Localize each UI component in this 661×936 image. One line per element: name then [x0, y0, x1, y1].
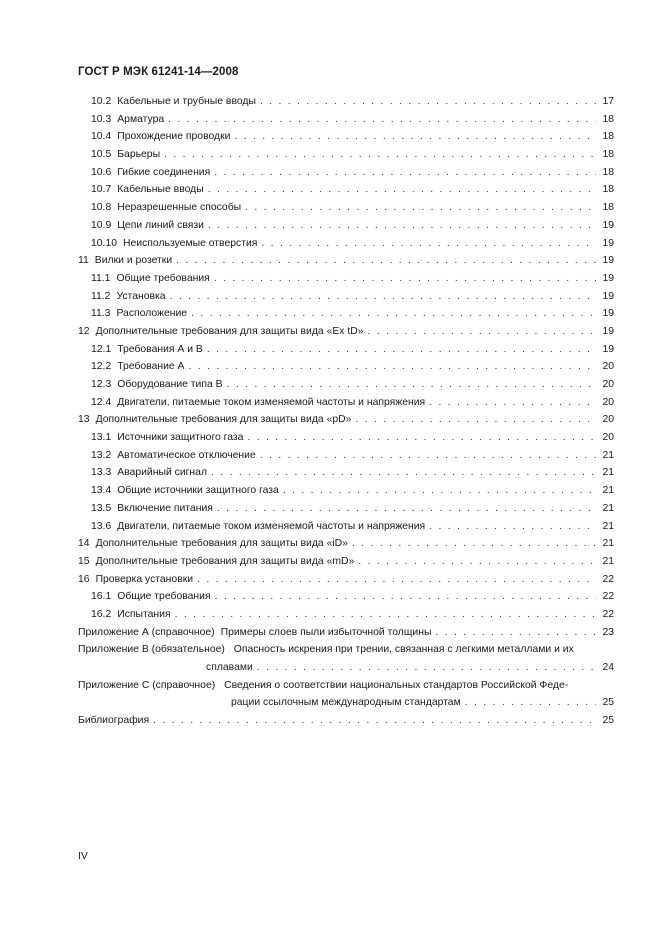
toc-leader-dots: [261, 235, 596, 253]
toc-entry-page: 24: [602, 662, 614, 673]
toc-entry-title: Дополнительные требования для защиты вида «Ex tD»: [95, 325, 364, 337]
toc-entry-page: 21: [602, 502, 614, 514]
toc-entry-page: 21: [602, 555, 614, 567]
toc-entry-number: 10.7: [91, 184, 112, 196]
toc-entry[interactable]: [78, 482, 614, 500]
toc-entry[interactable]: [78, 394, 614, 412]
toc-annex-label: Приложение В (обязательное): [78, 644, 225, 656]
toc-entry[interactable]: [78, 252, 614, 270]
toc-entry-title: Гибкие соединения: [117, 166, 211, 178]
toc-entry-page: 20: [602, 432, 614, 444]
toc-leader-dots: [217, 500, 596, 518]
toc-entry-title: Цепи линий связи: [117, 219, 204, 231]
toc-entry[interactable]: [78, 323, 614, 341]
toc-entry-page: 18: [602, 113, 614, 125]
toc-leader-dots: [208, 217, 596, 235]
toc-entry-page: 19: [602, 272, 614, 284]
toc-entry-title: Примеры слоев пыли избыточной толщины: [220, 626, 432, 638]
toc-entry[interactable]: [78, 464, 614, 482]
toc-entry[interactable]: [78, 411, 614, 429]
toc-entry-title: Опасность искрения при трении, связанная с легкими металлами и их: [233, 644, 574, 656]
toc-entry-bibliography[interactable]: [78, 712, 614, 730]
toc-entry[interactable]: [78, 111, 614, 129]
toc-leader-dots: [358, 553, 596, 571]
toc-entry-title: Требования А и В: [117, 343, 203, 355]
toc-entry-page: 21: [602, 538, 614, 550]
toc-leader-dots: [211, 464, 596, 482]
toc-entry[interactable]: [78, 305, 614, 323]
toc-entry-title: Общие источники защитного газа: [117, 485, 279, 497]
toc-entry-number: 13.2: [91, 449, 112, 461]
toc-entry[interactable]: [78, 606, 614, 624]
toc-entry-title: Расположение: [116, 308, 188, 320]
toc-entry-title: Двигатели, питаемые током изменяемой частоты и напряжения: [117, 520, 426, 532]
toc-entry-number: 10.5: [91, 149, 112, 161]
toc-entry-title: Общие требования: [116, 272, 210, 284]
toc-entry-page: 18: [602, 202, 614, 214]
toc-entry[interactable]: [78, 553, 614, 571]
toc-entry-page: 19: [602, 219, 614, 231]
toc-entry-number: 13.6: [91, 520, 112, 532]
toc-entry[interactable]: [78, 341, 614, 359]
toc-entry-page: 20: [602, 396, 614, 408]
toc-entry[interactable]: [78, 500, 614, 518]
toc-entry-title: Вилки и розетки: [94, 255, 173, 267]
toc-entry-page: 19: [602, 237, 614, 249]
toc-entry-page: 18: [602, 131, 614, 143]
toc-entry-annex-c[interactable]: [78, 677, 614, 712]
toc-entry-page: 19: [602, 343, 614, 355]
toc-leader-dots: [465, 694, 596, 712]
toc-leader-dots: [245, 199, 596, 217]
toc-entry-number: 16.1: [91, 591, 112, 603]
toc-entry-number: 12.2: [91, 361, 112, 373]
toc-entry-page: 22: [602, 573, 614, 585]
toc-entry[interactable]: [78, 181, 614, 199]
toc-entry-number: 10.3: [91, 113, 112, 125]
toc-entry[interactable]: [78, 235, 614, 253]
toc-entry-number: 10.9: [91, 219, 112, 231]
toc-entry-annex-b[interactable]: [78, 641, 614, 676]
toc-leader-dots: [435, 624, 596, 642]
toc-entry-page: 25: [602, 715, 614, 727]
table-of-contents: [78, 93, 614, 730]
toc-entry-page: 23: [602, 626, 614, 638]
toc-entry-title: Дополнительные требования для защиты вида «pD»: [95, 414, 352, 426]
toc-entry-title: Двигатели, питаемые током изменяемой частоты и напряжения: [117, 396, 426, 408]
toc-entry-number: 11.2: [91, 290, 111, 302]
toc-leader-dots: [153, 712, 596, 730]
toc-entry-number: 14: [78, 538, 90, 550]
toc-entry-page: 22: [602, 608, 614, 620]
toc-entry-title: Автоматическое отключение: [117, 449, 256, 461]
toc-entry-title: Испытания: [117, 608, 171, 620]
toc-entry[interactable]: [78, 217, 614, 235]
toc-entry-number: 10.10: [91, 237, 118, 249]
toc-entry-title: Барьеры: [117, 149, 161, 161]
toc-entry-number: 13.5: [91, 502, 112, 514]
toc-entry-number: 15: [78, 555, 90, 567]
toc-entry-page: 20: [602, 361, 614, 373]
toc-entry[interactable]: [78, 128, 614, 146]
document-header: ГОСТ Р МЭК 61241-14—2008: [78, 66, 239, 78]
toc-leader-dots: [208, 181, 596, 199]
toc-entry-number: 10.2: [91, 96, 112, 107]
toc-leader-dots: [197, 571, 596, 589]
toc-entry-page: 19: [602, 255, 614, 267]
toc-leader-dots: [283, 482, 596, 500]
toc-leader-dots: [429, 518, 596, 536]
toc-entry[interactable]: [78, 588, 614, 606]
toc-entry-title-continuation: сплавами: [206, 662, 253, 673]
toc-entry-title: Дополнительные требования для защиты вида «iD»: [95, 538, 348, 550]
toc-entry-page: 22: [602, 591, 614, 603]
toc-entry-title: Общие требования: [117, 591, 211, 603]
toc-entry[interactable]: [78, 146, 614, 164]
toc-entry-page: 21: [602, 449, 614, 461]
toc-leader-dots: [189, 358, 597, 376]
toc-entry-number: 12.3: [91, 379, 112, 390]
toc-leader-dots: [260, 447, 596, 465]
toc-entry-page: 19: [602, 308, 614, 320]
toc-leader-dots: [175, 606, 596, 624]
toc-leader-dots: [214, 164, 596, 182]
toc-entry-number: 12.1: [91, 343, 112, 355]
toc-entry-number: 10.8: [91, 202, 112, 214]
toc-annex-label: Приложение А (справочное): [78, 626, 215, 638]
toc-entry[interactable]: [78, 358, 614, 376]
toc-entry-number: 11.3: [91, 308, 111, 320]
toc-leader-dots: [176, 252, 596, 270]
toc-entry-title: Включение питания: [117, 502, 213, 514]
toc-entry-number: 13.1: [91, 432, 112, 444]
toc-leader-dots: [215, 588, 596, 606]
toc-entry[interactable]: [78, 270, 614, 288]
toc-leader-dots: [429, 394, 596, 412]
toc-entry-page: 20: [602, 414, 614, 426]
toc-entry-title: Библиография: [78, 715, 150, 727]
toc-entry-page: 21: [602, 485, 614, 497]
toc-entry-page: 18: [602, 149, 614, 161]
toc-entry-page: 19: [602, 290, 614, 302]
toc-annex-label: Приложение С (справочное): [78, 679, 216, 691]
toc-entry[interactable]: [78, 535, 614, 553]
toc-entry-title: Неиспользуемые отверстия: [123, 237, 258, 249]
toc-entry-number: 10.6: [91, 166, 112, 178]
toc-entry-number: 13.4: [91, 485, 112, 497]
toc-entry-number: 12: [78, 325, 90, 337]
toc-leader-dots: [257, 659, 596, 677]
toc-entry-title: Оборудование типа В: [117, 379, 223, 390]
toc-leader-dots: [260, 93, 596, 111]
toc-entry-title: Проверка установки: [95, 573, 194, 585]
toc-leader-dots: [207, 341, 596, 359]
toc-entry[interactable]: [78, 429, 614, 447]
toc-entry[interactable]: [78, 571, 614, 589]
toc-entry-number: 16.2: [91, 608, 112, 620]
toc-leader-dots: [368, 323, 596, 341]
toc-entry[interactable]: [78, 164, 614, 182]
toc-entry-title: Источники защитного газа: [117, 432, 244, 444]
toc-entry-number: 11: [78, 255, 89, 267]
toc-entry-page: 17: [602, 96, 614, 107]
toc-entry-page: 25: [602, 697, 614, 709]
toc-entry-title: Установка: [116, 290, 166, 302]
toc-entry-page: 18: [602, 184, 614, 196]
toc-leader-dots: [234, 128, 596, 146]
toc-entry-page: 21: [602, 520, 614, 532]
toc-entry-number: 13: [78, 414, 90, 426]
toc-leader-dots: [191, 305, 596, 323]
toc-entry[interactable]: [78, 518, 614, 536]
toc-entry-number: 16: [78, 573, 90, 585]
toc-entry-annex-a[interactable]: [78, 624, 614, 642]
toc-entry-title: Арматура: [117, 113, 165, 125]
toc-entry-title: Сведения о соответствии национальных стандартов Российской Феде-: [224, 679, 569, 691]
toc-leader-dots: [352, 535, 596, 553]
toc-leader-dots: [227, 376, 596, 394]
toc-entry-number: 13.3: [91, 467, 112, 479]
toc-entry[interactable]: [78, 447, 614, 465]
toc-entry[interactable]: [78, 199, 614, 217]
toc-entry-page: 20: [602, 379, 614, 390]
toc-leader-dots: [164, 146, 596, 164]
toc-entry[interactable]: [78, 93, 614, 111]
toc-entry-page: 18: [602, 166, 614, 178]
toc-entry-number: 11.1: [91, 272, 111, 284]
page-number: IV: [78, 851, 88, 862]
toc-entry-number: 12.4: [91, 396, 112, 408]
toc-entry[interactable]: [78, 376, 614, 394]
toc-entry-title-continuation: рации ссылочным международным стандартам: [231, 697, 461, 709]
toc-entry-title: Кабельные и трубные вводы: [117, 96, 256, 107]
toc-entry-title: Дополнительные требования для защиты вида «mD»: [95, 555, 355, 567]
toc-entry-number: 10.4: [91, 131, 112, 143]
toc-entry-title: Неразрешенные способы: [117, 202, 242, 214]
toc-leader-dots: [170, 288, 596, 306]
toc-entry-title: Прохождение проводки: [117, 131, 231, 143]
toc-leader-dots: [355, 411, 596, 429]
toc-leader-dots: [247, 429, 596, 447]
toc-entry-page: 21: [602, 467, 614, 479]
toc-entry-title: Требование А: [117, 361, 185, 373]
toc-leader-dots: [168, 111, 596, 129]
toc-entry[interactable]: [78, 288, 614, 306]
toc-entry-title: Кабельные вводы: [117, 184, 204, 196]
toc-entry-title: Аварийный сигнал: [117, 467, 208, 479]
toc-leader-dots: [214, 270, 596, 288]
toc-entry-page: 19: [602, 325, 614, 337]
